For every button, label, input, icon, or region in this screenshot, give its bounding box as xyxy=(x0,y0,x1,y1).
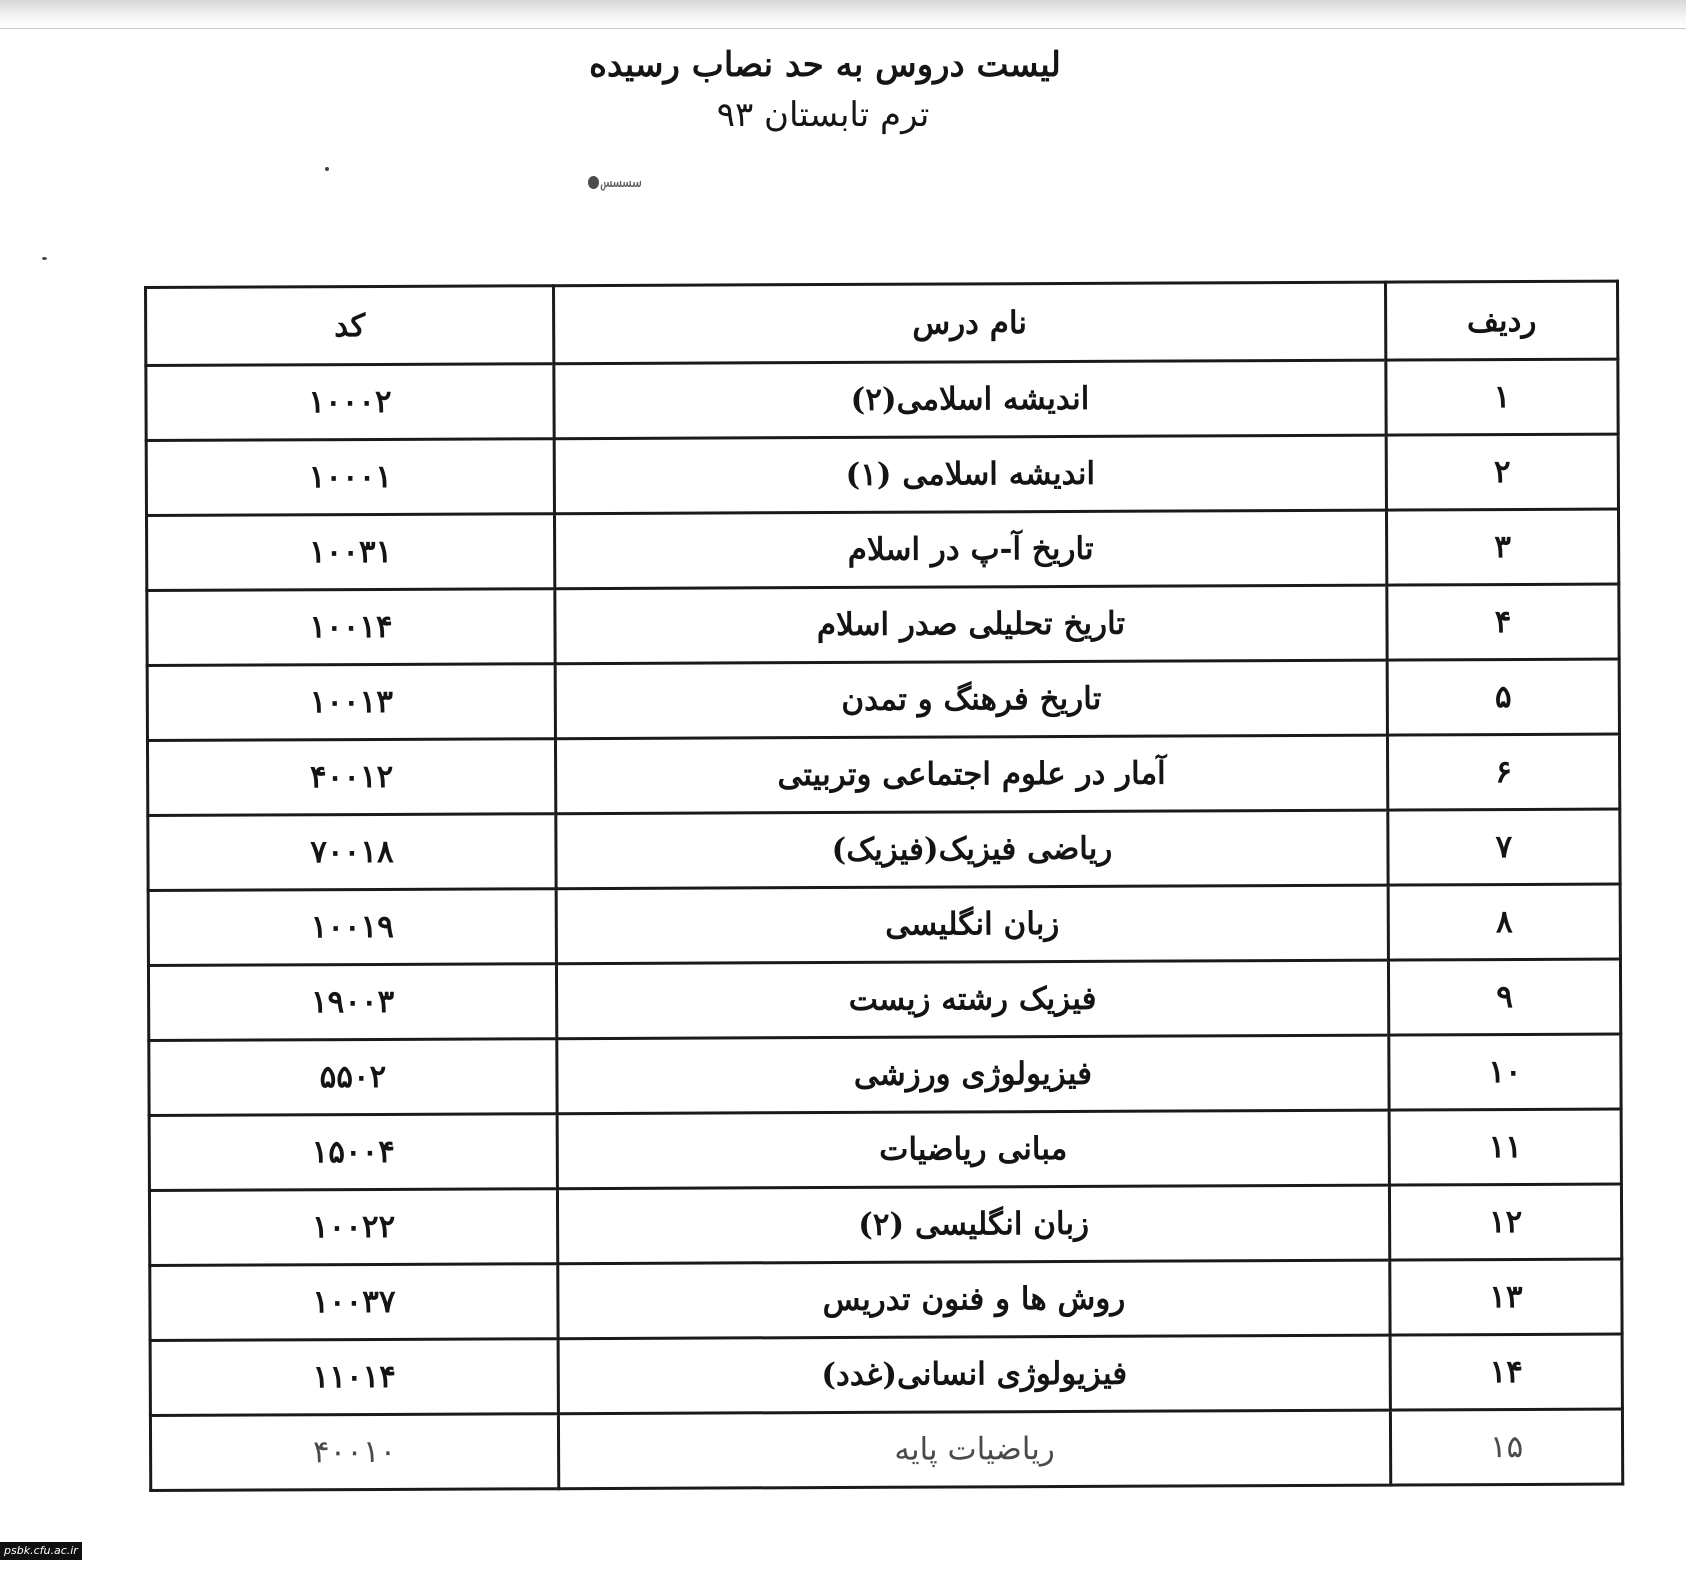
course-code: ۱۵۰۰۴ xyxy=(149,1114,557,1191)
table-row xyxy=(147,509,1619,590)
row-number: ۹ xyxy=(1388,959,1620,1035)
course-name: ریاضی فیزیک(فیزیک) xyxy=(556,810,1388,889)
table-row xyxy=(149,1034,1621,1115)
header-row-number: ردیف xyxy=(1385,281,1617,360)
course-code: ۱۰۰۳۷ xyxy=(150,1264,558,1341)
table-header-row xyxy=(146,281,1618,365)
scan-speck xyxy=(325,167,329,171)
row-number: ۳ xyxy=(1386,509,1618,585)
header-code: کد xyxy=(146,286,554,366)
course-code: ۱۰۰۱۴ xyxy=(147,589,555,666)
course-name: آمار در علوم اجتماعی وتربیتی xyxy=(555,735,1387,814)
course-name: اندیشه اسلامی (۱) xyxy=(554,435,1386,514)
title-line-2: ترم تابستان ۹۳ xyxy=(716,95,930,135)
table-row xyxy=(150,1409,1622,1490)
course-code: ۱۹۰۰۳ xyxy=(148,964,556,1041)
course-name: تاریخ تحلیلی صدر اسلام xyxy=(555,585,1387,664)
row-number: ۴ xyxy=(1387,584,1619,660)
table-row xyxy=(146,434,1618,515)
table-row xyxy=(149,1109,1621,1190)
ink-stamp-mark: ﺳﺴﺴﺲ xyxy=(588,172,683,194)
course-code: ۱۰۰۰۲ xyxy=(146,364,554,441)
row-number: ۱۱ xyxy=(1389,1109,1621,1185)
table-row xyxy=(148,959,1620,1040)
course-name: زبان انگلیسی xyxy=(556,885,1388,964)
course-name: مبانی ریاضیات xyxy=(557,1110,1389,1189)
course-name: زبان انگلیسی (۲) xyxy=(557,1185,1389,1264)
row-number: ۱۴ xyxy=(1390,1334,1622,1410)
course-code: ۷۰۰۱۸ xyxy=(148,814,556,891)
course-code: ۱۰۰۱۳ xyxy=(147,664,555,741)
table-row xyxy=(150,1334,1622,1415)
row-number: ۱۳ xyxy=(1390,1259,1622,1335)
row-number: ۱۲ xyxy=(1389,1184,1621,1260)
course-name: ریاضیات پایه xyxy=(558,1410,1390,1489)
course-name: فیزیولوژی انسانی(غدد) xyxy=(558,1335,1390,1414)
course-name: تاریخ فرهنگ و تمدن xyxy=(555,660,1387,739)
row-number: ۸ xyxy=(1388,884,1620,960)
table-row xyxy=(147,659,1619,740)
document-title xyxy=(0,40,1686,140)
course-name: فیزیولوژی ورزشی xyxy=(557,1035,1389,1114)
table-row xyxy=(148,884,1620,965)
row-number: ۶ xyxy=(1387,734,1619,810)
course-name: روش ها و فنون تدریس xyxy=(558,1260,1390,1339)
row-number: ۲ xyxy=(1386,434,1618,510)
row-number: ۱ xyxy=(1386,359,1618,435)
course-code: ۱۰۰۲۲ xyxy=(149,1189,557,1266)
table-row xyxy=(150,1259,1622,1340)
title-line-1: لیست دروس به حد نصاب رسیده xyxy=(589,45,1061,85)
course-code: ۵۵۰۲ xyxy=(149,1039,557,1116)
table-row xyxy=(146,359,1618,440)
course-code: ۱۱۰۱۴ xyxy=(150,1339,558,1416)
course-name: فیزیک رشته زیست xyxy=(556,960,1388,1039)
course-code: ۴۰۰۱۲ xyxy=(147,739,555,816)
course-code: ۱۰۰۳۱ xyxy=(147,514,555,591)
course-code: ۱۰۰۰۱ xyxy=(146,439,554,516)
row-number: ۱۵ xyxy=(1390,1409,1622,1485)
courses-table xyxy=(144,280,1624,1492)
row-number: ۷ xyxy=(1388,809,1620,885)
course-code: ۱۰۰۱۹ xyxy=(148,889,556,966)
site-watermark: psbk.cfu.ac.ir xyxy=(0,1542,82,1560)
header-course-name: نام درس xyxy=(554,282,1386,364)
table-row xyxy=(147,584,1619,665)
row-number: ۱۰ xyxy=(1389,1034,1621,1110)
scan-top-edge xyxy=(0,0,1686,29)
course-name: تاریخ آ-پ در اسلام xyxy=(554,510,1386,589)
table-row xyxy=(149,1184,1621,1265)
course-name: اندیشه اسلامی(۲) xyxy=(554,360,1386,439)
table-row xyxy=(147,734,1619,815)
scan-speck xyxy=(42,257,47,260)
row-number: ۵ xyxy=(1387,659,1619,735)
course-code: ۴۰۰۱۰ xyxy=(150,1414,558,1491)
table-row xyxy=(148,809,1620,890)
